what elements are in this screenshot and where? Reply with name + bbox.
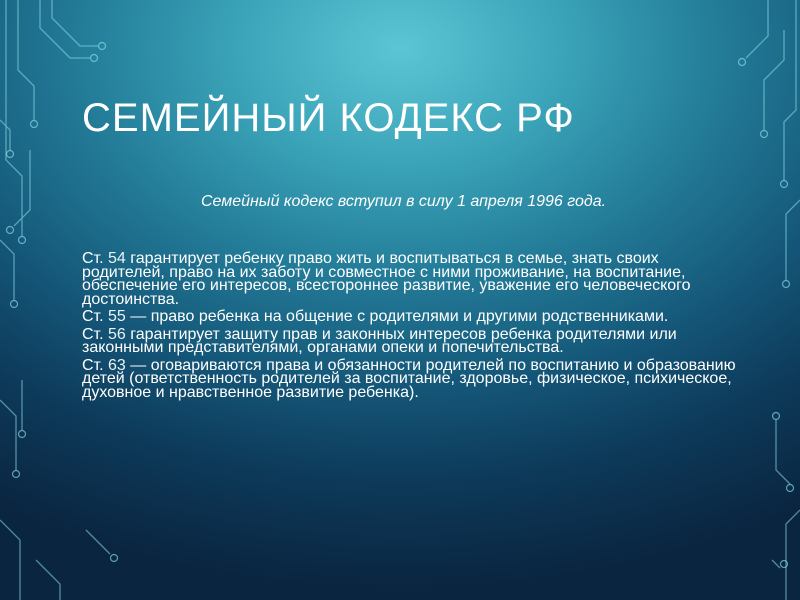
article-prefix: Ст. xyxy=(82,308,104,325)
article-number: 56 xyxy=(108,325,126,343)
article-text: — оговариваются права и обязанности родителей по воспитанию и образованию детей (ответственность родителей за воспитание, здоровье, физическое, психическое, духовное и нравственное развитие ребенка). xyxy=(82,356,736,401)
articles-list xyxy=(82,252,742,403)
article-text: гарантирует ребенку право жить и воспитываться в семье, знать своих родителей, право на их заботу и совместное с ними проживание, на воспитание, обеспечение его интересов, всестороннее развитие, уважение его человеческого достоинства. xyxy=(82,250,691,308)
article-55 xyxy=(82,310,742,324)
slide-subtitle: Семейный кодекс вступил в силу 1 апреля 1996 года. xyxy=(200,193,607,210)
slide-title: СЕМЕЙНЫЙ КОДЕКС РФ xyxy=(82,96,575,140)
article-number: 63 xyxy=(108,356,126,374)
article-prefix: Ст. xyxy=(82,356,104,374)
article-54 xyxy=(82,252,742,306)
article-text: гарантирует защиту прав и законных интересов ребенка родителями или законными представителями, органами опеки и попечительства. xyxy=(82,325,677,356)
article-56 xyxy=(82,325,742,356)
article-prefix: Ст. xyxy=(82,250,104,267)
article-text: — право ребенка на общение с родителями и другими родственниками. xyxy=(125,308,669,325)
article-number: 55 xyxy=(108,308,126,325)
article-number: 54 xyxy=(108,250,126,267)
article-prefix: Ст. xyxy=(82,325,104,343)
article-63 xyxy=(82,356,742,401)
